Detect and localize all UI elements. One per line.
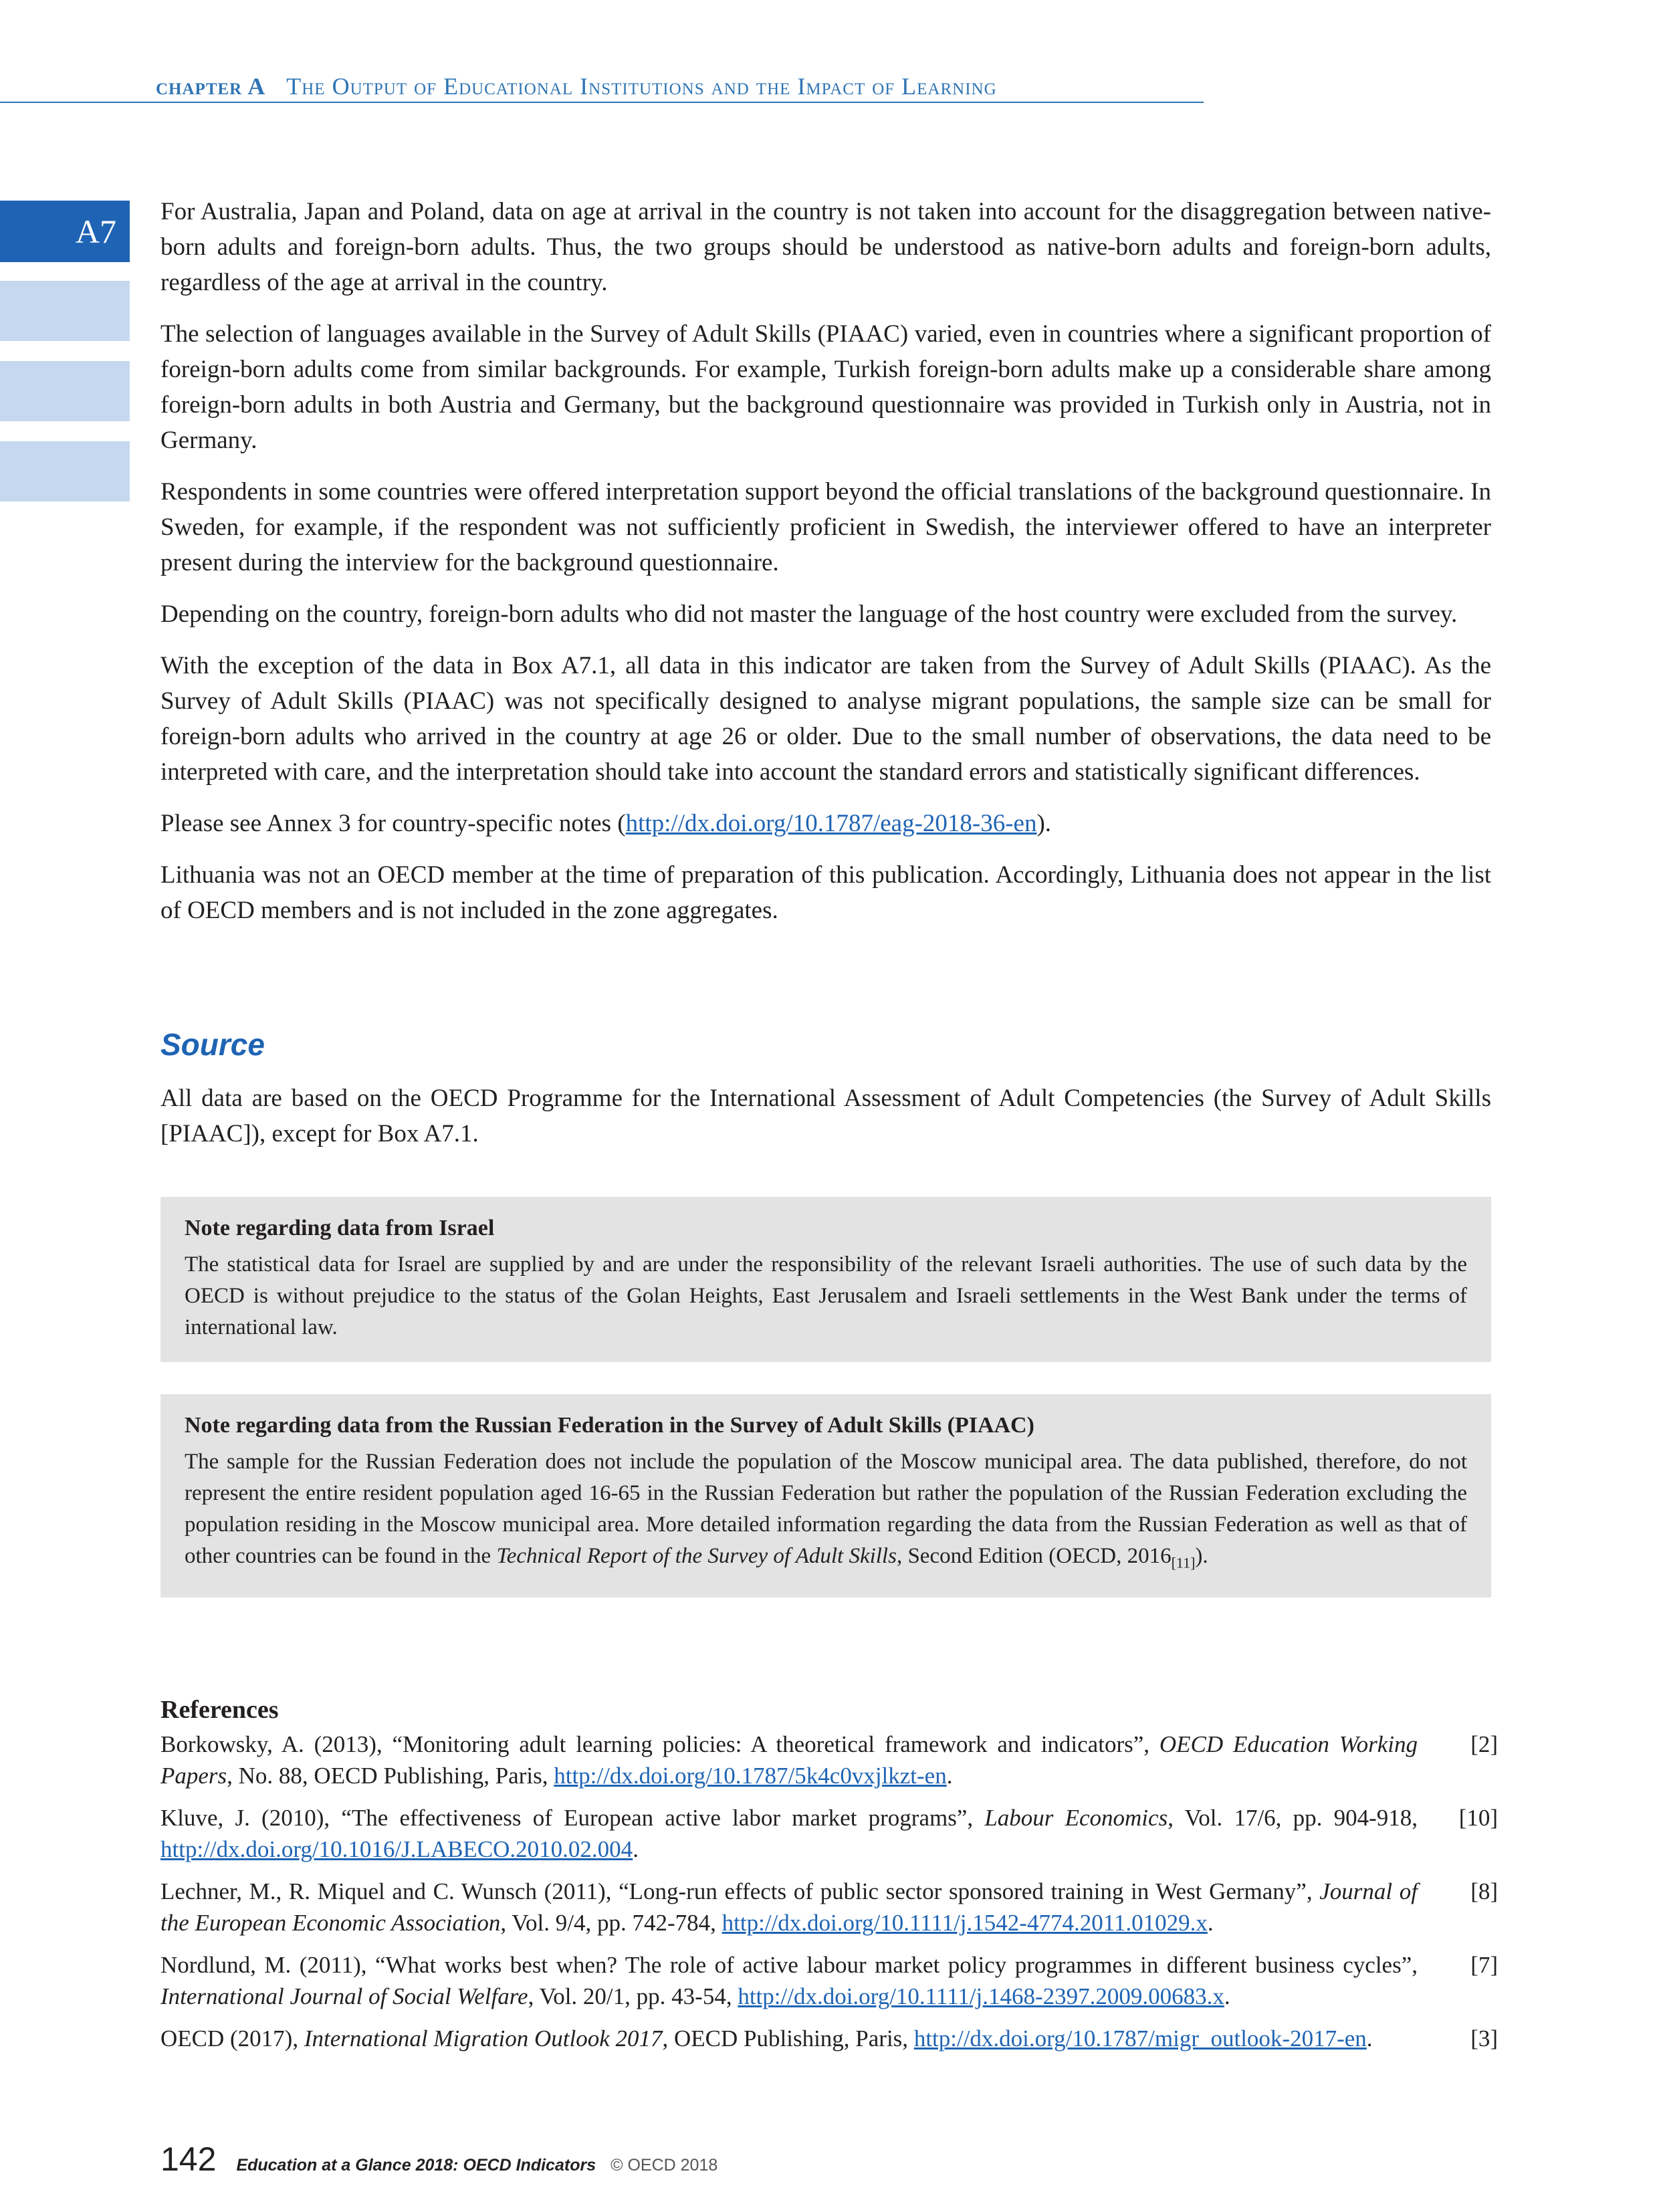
paragraph-sample-size: With the exception of the data in Box A7.1, all data in this indicator are taken from the Survey of Adult Skills (PIAAC). As the Survey of Adult Skills (PIAAC) was not specifically designed to analyse migrant populations, the sample size can be small for foreign-born adults who arrived in the country at age 26 or older. Due to the small number of observations, the data need to be interpreted with care, and the interpretation should take into account the standard errors and statistically significant differences.	[160, 652, 1491, 786]
reference-link[interactable]: http://dx.doi.org/10.1787/5k4c0vxjlkzt-en	[554, 1763, 947, 1789]
reference-text: Nordlund, M. (2011), “What works best when? The role of active labour market policy programmes in different business cycles”,	[160, 1952, 1418, 1978]
note-russia-text-end: ).	[1195, 1544, 1208, 1568]
reference-link[interactable]: http://dx.doi.org/10.1787/migr_outlook-2017-en	[913, 2025, 1367, 2052]
chapter-title: The Output of Educational Institutions and the Impact of Learning	[286, 73, 997, 100]
source-heading: Source	[160, 1027, 265, 1062]
reference-text: Kluve, J. (2010), “The effectiveness of European active labor market programs”,	[160, 1805, 985, 1831]
paragraph-interpretation: Respondents in some countries were offered interpretation support beyond the official translations of the background questionnaire. In Sweden, for example, if the respondent was not sufficiently proficient in Swedish, the interviewer offered to have an interpreter present during the interview for the background questionnaire.	[160, 478, 1491, 576]
reference-number: [10]	[1458, 1805, 1498, 1831]
note-russia-text-mid: , Second Edition (OECD, 2016	[896, 1544, 1172, 1568]
reference-source: International Migration Outlook 2017	[304, 2025, 663, 2052]
note-russia-report-title: Technical Report of the Survey of Adult Skills	[496, 1544, 897, 1568]
annex-text: Please see Annex 3 for country-specific notes (	[160, 810, 626, 837]
reference-details: , OECD Publishing, Paris,	[662, 2025, 914, 2052]
chapter-label: chapter A	[156, 73, 266, 100]
page-number: 142	[160, 2140, 217, 2178]
reference-number: [2]	[1470, 1731, 1498, 1757]
paragraph-languages: The selection of languages available in the Survey of Adult Skills (PIAAC) varied, even in countries where a significant proportion of foreign-born adults come from similar backgrounds. For example, Turkish foreign-born adults make up a considerable share among foreign-born adults in both Austria and Germany, but the background questionnaire was provided in Turkish only in Austria, not in Germany.	[160, 320, 1491, 454]
reference-link[interactable]: http://dx.doi.org/10.1016/J.LABECO.2010.02.004	[160, 1836, 633, 1862]
reference-details: , Vol. 9/4, pp. 742-784,	[500, 1910, 722, 1936]
annex-link[interactable]: http://dx.doi.org/10.1787/eag-2018-36-en	[625, 810, 1037, 837]
note-russia-citation: [11]	[1171, 1554, 1196, 1571]
reference-end: .	[633, 1836, 639, 1862]
side-tab-decoration-2	[0, 361, 130, 421]
note-israel-title: Note regarding data from Israel	[185, 1216, 495, 1240]
reference-text: Lechner, M., R. Miquel and C. Wunsch (2011), “Long-run effects of public sector sponsored training in West Germany”,	[160, 1878, 1320, 1904]
reference-source: International Journal of Social Welfare	[160, 1983, 528, 2009]
note-russia-title: Note regarding data from the Russian Federation in the Survey of Adult Skills (PIAAC)	[185, 1413, 1034, 1438]
reference-details: , Vol. 20/1, pp. 43-54,	[528, 1983, 738, 2009]
reference-link[interactable]: http://dx.doi.org/10.1111/j.1542-4774.2011.01029.x	[722, 1910, 1208, 1936]
publication-title: Education at a Glance 2018: OECD Indicators	[236, 2156, 596, 2175]
paragraph-age-arrival: For Australia, Japan and Poland, data on age at arrival in the country is not taken into account for the disaggregation between native-born adults and foreign-born adults. Thus, the two groups should be understood as native-born adults and foreign-born adults, regardless of the age at arrival in the country.	[160, 198, 1491, 296]
reference-end: .	[1224, 1983, 1230, 2009]
side-tab-decoration-3	[0, 441, 130, 502]
reference-item	[160, 1949, 1498, 2012]
reference-link[interactable]: http://dx.doi.org/10.1111/j.1468-2397.2009.00683.x	[738, 1983, 1224, 2009]
header-rule	[0, 102, 1204, 103]
reference-text: Borkowsky, A. (2013), “Monitoring adult learning policies: A theoretical framework and indicators”,	[160, 1731, 1159, 1757]
copyright: © OECD 2018	[611, 2156, 718, 2175]
reference-details: , Vol. 17/6, pp. 904-918,	[1168, 1805, 1418, 1831]
page-footer	[160, 2140, 717, 2179]
reference-number: [3]	[1470, 2025, 1498, 2052]
reference-details: , No. 88, OECD Publishing, Paris,	[227, 1763, 554, 1789]
reference-item	[160, 1729, 1498, 1791]
reference-text: OECD (2017),	[160, 2025, 304, 2052]
paragraph-excluded: Depending on the country, foreign-born adults who did not master the language of the host country were excluded from the survey.	[160, 600, 1458, 628]
reference-end: .	[946, 1763, 953, 1789]
annex-text-end: ).	[1036, 810, 1052, 837]
reference-item	[160, 1876, 1498, 1939]
note-box-israel	[160, 1197, 1491, 1362]
body-text	[160, 194, 1491, 944]
reference-end: .	[1207, 1910, 1214, 1936]
reference-source: Journal of the European Economic Association	[160, 1878, 1418, 1936]
note-russia-text	[185, 1446, 1467, 1579]
reference-source: OECD Education Working Papers	[160, 1731, 1418, 1789]
reference-item	[160, 2023, 1498, 2054]
note-box-russia	[160, 1394, 1491, 1597]
note-israel-text: The statistical data for Israel are supplied by and are under the responsibility of the relevant Israeli authorities. The use of such data by the OECD is without prejudice to the status of the Golan Heights, East Jerusalem and Israeli settlements in the West Bank under the terms of international law.	[185, 1252, 1467, 1339]
note-russia-text-pre: The sample for the Russian Federation does not include the population of the Moscow municipal area. The data published, therefore, do not represent the entire resident population aged 16-65 in the Russian Federation but rather the population of the Russian Federation excluding the population residing in the Moscow municipal area. More detailed information regarding the data from the Russian Federation as well as that of other countries can be found in the	[185, 1450, 1467, 1568]
paragraph-annex	[160, 806, 1491, 841]
running-header	[156, 72, 997, 100]
reference-number: [7]	[1470, 1952, 1498, 1978]
indicator-tab: A7	[0, 201, 130, 262]
source-text: All data are based on the OECD Programme for the International Assessment of Adult Competencies (the Survey of Adult Skills [PIAAC]), except for Box A7.1.	[160, 1085, 1491, 1147]
paragraph-lithuania: Lithuania was not an OECD member at the time of preparation of this publication. Accordingly, Lithuania does not appear in the list of OECD members and is not included in the zone aggregates.	[160, 861, 1491, 924]
reference-number: [8]	[1470, 1878, 1498, 1904]
reference-source: Labour Economics	[984, 1805, 1168, 1831]
references-heading: References	[160, 1696, 279, 1724]
reference-item	[160, 1802, 1498, 1865]
reference-end: .	[1366, 2025, 1373, 2052]
side-tab-decoration-1	[0, 281, 130, 341]
